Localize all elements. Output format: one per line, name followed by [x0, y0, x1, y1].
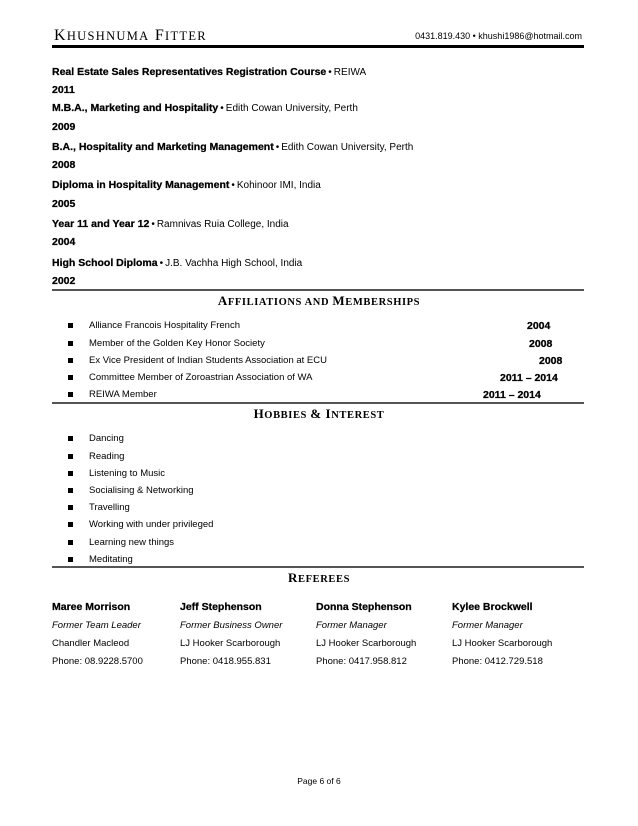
affiliation-item	[68, 355, 568, 369]
bullet-icon	[68, 454, 73, 459]
heading-part: & I	[310, 406, 332, 421]
referee-phone: Phone: 0418.955.831	[180, 656, 271, 667]
affiliation-text: Alliance Francois Hospitality French	[89, 320, 241, 331]
hobby-item	[68, 537, 568, 551]
affiliation-year: 2004	[527, 320, 551, 332]
institution: Edith Cowan University, Perth	[281, 142, 414, 153]
hobby-text: Dancing	[89, 433, 124, 444]
hobbies-heading	[0, 405, 638, 423]
hobby-text: Meditating	[89, 554, 133, 565]
affiliation-item	[68, 320, 568, 334]
section-divider	[52, 402, 584, 404]
education-entry	[52, 141, 413, 153]
heading-part: FFILIATIONS AND	[227, 297, 333, 308]
institution: Kohinoor IMI, India	[236, 180, 321, 191]
bullet-icon	[68, 375, 73, 380]
education-entry	[52, 66, 366, 78]
degree-title: Diploma in Hospitality Management	[52, 179, 230, 191]
bullet-icon	[68, 471, 73, 476]
education-entry	[52, 257, 302, 269]
name-last-initial: F	[154, 27, 166, 44]
bullet-icon	[68, 488, 73, 493]
degree-title: M.B.A., Marketing and Hospitality	[52, 102, 219, 114]
affiliation-text: Committee Member of Zoroastrian Association of WA	[89, 372, 313, 383]
referee-company: LJ Hooker Scarborough	[316, 638, 417, 649]
referee-name: Kylee Brockwell	[452, 601, 533, 613]
hobby-item	[68, 468, 568, 482]
referee-phone: Phone: 0412.729.518	[452, 656, 543, 667]
degree-title: Year 11 and Year 12	[52, 218, 150, 230]
referee-card	[316, 601, 446, 671]
education-year: 2004	[52, 236, 76, 248]
header-divider	[52, 45, 584, 48]
affiliation-text: Member of the Golden Key Honor Society	[89, 338, 265, 349]
referee-company: LJ Hooker Scarborough	[452, 638, 553, 649]
institution: J.B. Vachha High School, India	[165, 258, 303, 269]
education-year: 2005	[52, 198, 76, 210]
heading-part: R	[287, 570, 298, 585]
affiliation-text: REIWA Member	[89, 389, 157, 400]
bullet-icon	[68, 392, 73, 397]
affiliation-text: Ex Vice President of Indian Students Association at ECU	[89, 355, 327, 366]
education-entry	[52, 218, 289, 230]
hobby-text: Reading	[89, 451, 125, 462]
heading-part: A	[217, 293, 228, 308]
referee-card	[452, 601, 582, 671]
heading-part: EMBERSHIPS	[345, 297, 421, 308]
referee-phone: Phone: 0417.958.812	[316, 656, 407, 667]
degree-title: High School Diploma	[52, 257, 158, 269]
hobby-text: Listening to Music	[89, 468, 166, 479]
education-entry	[52, 102, 358, 114]
bullet-separator: •	[151, 219, 155, 230]
hobby-item	[68, 519, 568, 533]
bullet-separator: •	[231, 180, 235, 191]
heading-part: EFEREES	[297, 574, 351, 585]
bullet-icon	[68, 436, 73, 441]
institution: Ramnivas Ruia College, India	[156, 219, 289, 230]
page-number: Page 6 of 6	[297, 776, 341, 786]
institution: Edith Cowan University, Perth	[225, 103, 358, 114]
referee-name: Maree Morrison	[52, 601, 131, 613]
name-first-rest: HUSHNUMA	[66, 29, 150, 43]
education-year: 2011	[52, 84, 75, 96]
heading-part: NTEREST	[331, 410, 385, 421]
affiliation-item	[68, 372, 568, 386]
referee-company: Chandler Macleod	[52, 638, 130, 649]
referee-role: Former Manager	[316, 620, 387, 631]
name-last-rest: ITTER	[165, 29, 207, 43]
education-year: 2009	[52, 121, 76, 133]
affiliation-item	[68, 338, 568, 352]
referee-role: Former Business Owner	[180, 620, 283, 631]
degree-title: Real Estate Sales Representatives Registration Course	[52, 66, 327, 78]
hobby-text: Socialising & Networking	[89, 485, 194, 496]
contact-info: 0431.819.430 • khushi1986@hotmail.com	[415, 31, 582, 41]
affiliation-year: 2008	[529, 338, 553, 350]
education-year: 2002	[52, 275, 76, 287]
referee-role: Former Team Leader	[52, 620, 141, 631]
hobby-text: Travelling	[89, 502, 130, 513]
hobby-item	[68, 433, 568, 447]
name-initial: K	[54, 27, 67, 44]
hobby-item	[68, 502, 568, 516]
referee-name: Donna Stephenson	[316, 601, 412, 613]
bullet-icon	[68, 358, 73, 363]
referees-heading	[0, 569, 638, 587]
referee-name: Jeff Stephenson	[180, 601, 262, 613]
hobby-text: Working with under privileged	[89, 519, 214, 530]
heading-part: H	[253, 406, 265, 421]
bullet-icon	[68, 341, 73, 346]
section-divider	[52, 289, 584, 291]
bullet-icon	[68, 522, 73, 527]
candidate-name	[54, 27, 207, 45]
hobby-text: Learning new things	[89, 537, 175, 548]
bullet-separator: •	[275, 142, 280, 153]
bullet-icon	[68, 557, 73, 562]
bullet-icon	[68, 540, 73, 545]
hobby-item	[68, 485, 568, 499]
bullet-icon	[68, 505, 73, 510]
affiliation-year: 2008	[539, 355, 563, 367]
referee-card	[52, 601, 177, 671]
heading-part: OBBIES	[264, 410, 311, 421]
referee-company: LJ Hooker Scarborough	[180, 638, 281, 649]
education-entry	[52, 179, 321, 191]
section-divider	[52, 566, 584, 568]
hobby-item	[68, 451, 568, 465]
institution: REIWA	[333, 67, 367, 78]
referee-phone: Phone: 08.9228.5700	[52, 656, 143, 667]
bullet-separator: •	[328, 67, 332, 78]
affiliation-year: 2011 – 2014	[500, 372, 558, 384]
education-year: 2008	[52, 159, 76, 171]
degree-title: B.A., Hospitality and Marketing Management	[52, 141, 274, 153]
referee-role: Former Manager	[452, 620, 523, 631]
resume-header	[52, 27, 584, 45]
affiliation-item	[68, 389, 568, 403]
bullet-icon	[68, 323, 73, 328]
bullet-separator: •	[220, 103, 224, 114]
referee-card	[180, 601, 310, 671]
bullet-separator: •	[159, 258, 164, 269]
affiliation-year: 2011 – 2014	[483, 389, 541, 401]
affiliations-heading	[0, 292, 638, 310]
heading-part: M	[332, 293, 346, 308]
